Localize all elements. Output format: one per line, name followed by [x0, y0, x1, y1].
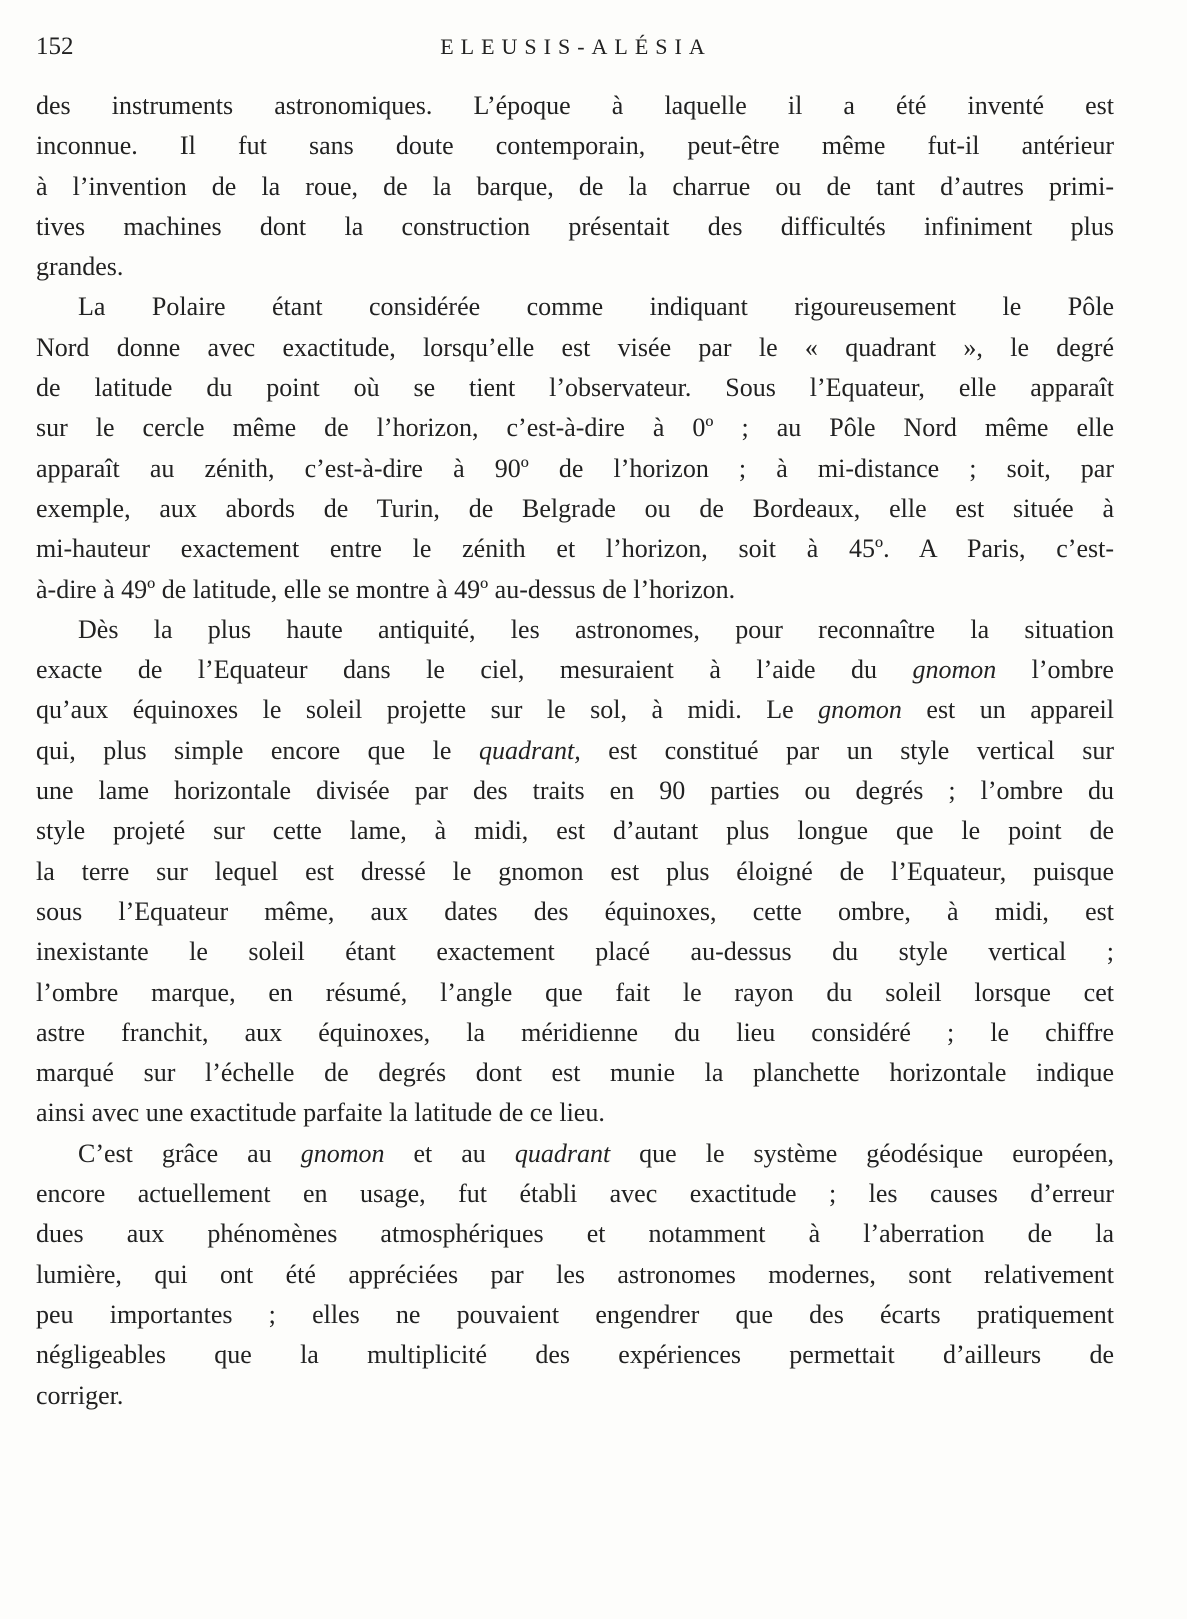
paragraph — [36, 610, 1114, 1134]
text-line — [36, 1335, 1114, 1375]
italic-term: quadrant, — [478, 735, 581, 765]
text-line — [36, 408, 1114, 448]
text-line — [36, 973, 1114, 1013]
page-number: 152 — [36, 33, 74, 60]
text-segment: des instruments astronomiques. L’époque à laquelle il a été inventé est — [36, 91, 1114, 120]
running-head — [36, 30, 1116, 66]
text-segment: l’ombre marque, en résumé, l’angle que fait le rayon du soleil lorsque cet — [36, 977, 1114, 1007]
italic-term: gnomon — [300, 1138, 385, 1168]
text-line — [36, 1053, 1114, 1093]
text-line — [36, 328, 1114, 368]
text-line — [36, 126, 1114, 166]
text-segment: astre franchit, aux équinoxes, la méridienne du lieu considéré ; le chiffre — [36, 1017, 1114, 1047]
text-line — [36, 368, 1114, 408]
text-segment: style projeté sur cette lame, à midi, est d’autant plus longue que le point de — [36, 816, 1114, 846]
text-line — [36, 570, 1114, 610]
text-segment: sur le cercle même de l’horizon, c’est-à-dire à 0º ; au Pôle Nord même elle — [36, 413, 1114, 443]
text-line — [36, 1013, 1114, 1053]
text-line — [36, 207, 1114, 247]
text-line — [36, 1093, 1114, 1133]
italic-term: gnomon — [912, 655, 997, 685]
text-segment: une lame horizontale divisée par des traits en 90 parties ou degrés ; l’ombre du — [36, 776, 1114, 806]
running-title: ELEUSIS-ALÉSIA — [440, 34, 712, 59]
text-segment: encore actuellement en usage, fut établi avec exactitude ; les causes d’erreur — [36, 1179, 1114, 1209]
italic-term: quadrant — [514, 1138, 611, 1168]
text-segment: la terre sur lequel est dressé le gnomon est plus éloigné de l’Equateur, puisque — [36, 856, 1114, 886]
text-line — [36, 650, 1114, 690]
text-segment: Nord donne avec exactitude, lorsqu’elle est visée par le « quadrant », le degré — [36, 332, 1114, 362]
text-segment: qu’aux équinoxes le soleil projette sur le sol, à midi. Le — [36, 695, 819, 725]
paragraph — [36, 1134, 1114, 1416]
text-line — [36, 167, 1114, 207]
text-segment: apparaît au zénith, c’est-à-dire à 90º de l’horizon ; à mi-distance ; soit, par — [36, 453, 1114, 483]
text-segment: marqué sur l’échelle de degrés dont est munie la planchette horizontale indique — [36, 1058, 1114, 1088]
text-segment: que le système géodésique européen, — [610, 1138, 1114, 1168]
text-segment: grandes. — [36, 252, 124, 282]
text-segment: La Polaire étant considérée comme indiquant rigoureusement le Pôle — [78, 292, 1114, 322]
text-line — [36, 610, 1114, 650]
text-segment: ainsi avec une exactitude parfaite la latitude de ce lieu. — [36, 1098, 605, 1128]
paragraph — [36, 86, 1114, 287]
text-segment: et au — [384, 1138, 515, 1168]
text-segment: lumière, qui ont été appréciées par les astronomes modernes, sont relativement — [36, 1259, 1114, 1289]
text-line — [36, 932, 1114, 972]
text-line — [36, 771, 1114, 811]
text-segment: sous l’Equateur même, aux dates des équinoxes, cette ombre, à midi, est — [36, 896, 1114, 926]
text-segment: exacte de l’Equateur dans le ciel, mesuraient à l’aide du — [36, 655, 913, 685]
text-line — [36, 852, 1114, 892]
text-segment: de latitude du point où se tient l’observateur. Sous l’Equateur, elle apparaît — [36, 373, 1114, 403]
text-line — [36, 489, 1114, 529]
text-line — [36, 811, 1114, 851]
text-line — [36, 1214, 1114, 1254]
text-line — [36, 1376, 1114, 1416]
text-segment: qui, plus simple encore que le — [36, 735, 479, 765]
text-line — [36, 86, 1114, 126]
text-segment: Dès la plus haute antiquité, les astronomes, pour reconnaître la situation — [78, 614, 1114, 644]
text-segment: à l’invention de la roue, de la barque, de la charrue ou de tant d’autres primi- — [36, 171, 1114, 201]
text-segment: l’ombre — [996, 655, 1114, 685]
text-segment: peu importantes ; elles ne pouvaient engendrer que des écarts pratiquement — [36, 1299, 1114, 1329]
text-line — [36, 892, 1114, 932]
text-segment: corriger. — [36, 1380, 124, 1410]
text-line — [36, 247, 1114, 287]
text-segment: exemple, aux abords de Turin, de Belgrade ou de Bordeaux, elle est située à — [36, 493, 1114, 523]
text-line — [36, 731, 1114, 771]
text-segment: négligeables que la multiplicité des expériences permettait d’ailleurs de — [36, 1340, 1114, 1370]
text-segment: est constitué par un style vertical sur — [580, 735, 1114, 765]
text-segment: mi-hauteur exactement entre le zénith et l’horizon, soit à 45º. A Paris, c’est- — [36, 534, 1114, 564]
text-segment: dues aux phénomènes atmosphériques et notamment à l’aberration de la — [36, 1219, 1114, 1249]
text-segment: est un appareil — [901, 695, 1114, 725]
paragraph — [36, 287, 1114, 609]
text-line — [36, 1295, 1114, 1335]
text-segment: à-dire à 49º de latitude, elle se montre à 49º au-dessus de l’horizon. — [36, 574, 736, 604]
italic-term: gnomon — [818, 695, 902, 725]
text-line — [36, 529, 1114, 569]
text-line — [36, 287, 1114, 327]
text-segment: tives machines dont la construction présentait des difficultés infiniment plus — [36, 211, 1114, 241]
text-line — [36, 1174, 1114, 1214]
text-line — [36, 1255, 1114, 1295]
text-segment: inexistante le soleil étant exactement placé au-dessus du style vertical ; — [36, 937, 1114, 967]
text-segment: C’est grâce au — [78, 1138, 301, 1168]
text-segment: inconnue. Il fut sans doute contemporain, peut-être même fut-il antérieur — [36, 131, 1114, 161]
text-line — [36, 690, 1114, 730]
body-text — [36, 86, 1114, 1416]
text-line — [36, 1134, 1114, 1174]
text-line — [36, 449, 1114, 489]
